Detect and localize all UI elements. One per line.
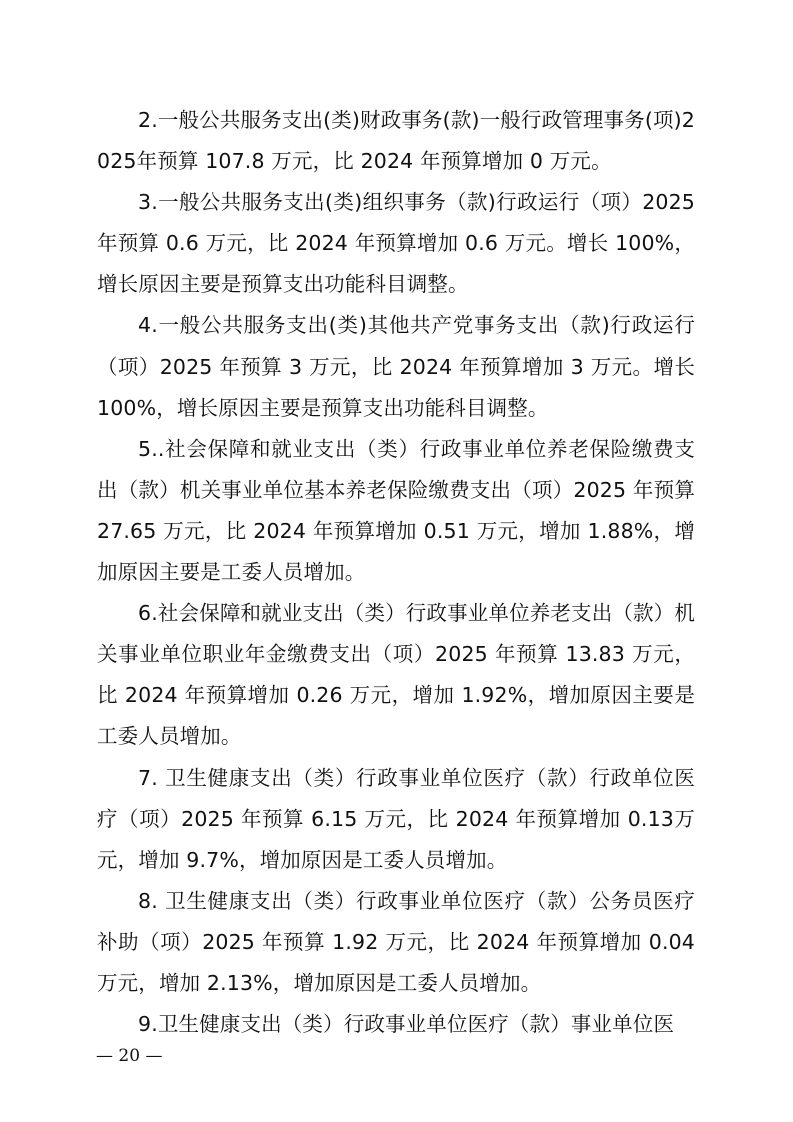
paragraph-other-party-affairs: 4.一般公共服务支出(类)其他共产党事务支出（款)行政运行（项）2025 年预算 3 万元，比 2024 年预算增加 3 万元。增长100%，增长原因主要是预算支出功能科目调整。	[97, 313, 695, 420]
paragraph-institution-medical: 9.卫生健康支出（类）行政事业单位医疗（款）事业单位医	[138, 1012, 675, 1037]
paragraph-occupational-annuity: 6.社会保障和就业支出（类）行政事业单位养老支出（款）机关事业单位职业年金缴费支出（项）2025 年预算 13.83 万元，比 2024 年预算增加 0.26 万元，增加 1.92%，增加原因主要是工委人员增加。	[97, 601, 695, 749]
paragraph-basic-pension: 5..社会保障和就业支出（类）行政事业单位养老保险缴费支出（款）机关事业单位基本养老保险缴费支出（项）2025 年预算 27.65 万元，比 2024 年预算增加 0.51 万元，增加 1.88%，增加原因主要是工委人员增加。	[97, 436, 695, 585]
body-text	[97, 100, 695, 1045]
page-number: — 20 —	[96, 1046, 163, 1066]
paragraph-organization-affairs: 3.一般公共服务支出(类)组织事务（款)行政运行（项）2025年预算 0.6 万元，比 2024 年预算增加 0.6 万元。增长 100%，增长原因主要是预算支出功能科目调整。	[97, 190, 695, 297]
paragraph-admin-medical: 7. 卫生健康支出（类）行政事业单位医疗（款）行政单位医疗（项）2025 年预算 6.15 万元，比 2024 年预算增加 0.13万元，增加 9.7%，增加原因是工委人员增加。	[97, 765, 695, 872]
paragraph-civil-servant-medical: 8. 卫生健康支出（类）行政事业单位医疗（款）公务员医疗补助（项）2025 年预算 1.92 万元，比 2024 年预算增加 0.04万元，增加 2.13%，增加原因是工委人员增加。	[97, 888, 695, 995]
paragraph-general-admin: 2.一般公共服务支出(类)财政事务(款)一般行政管理事务(项)2025年预算 107.8 万元，比 2024 年预算增加 0 万元。	[97, 108, 695, 174]
